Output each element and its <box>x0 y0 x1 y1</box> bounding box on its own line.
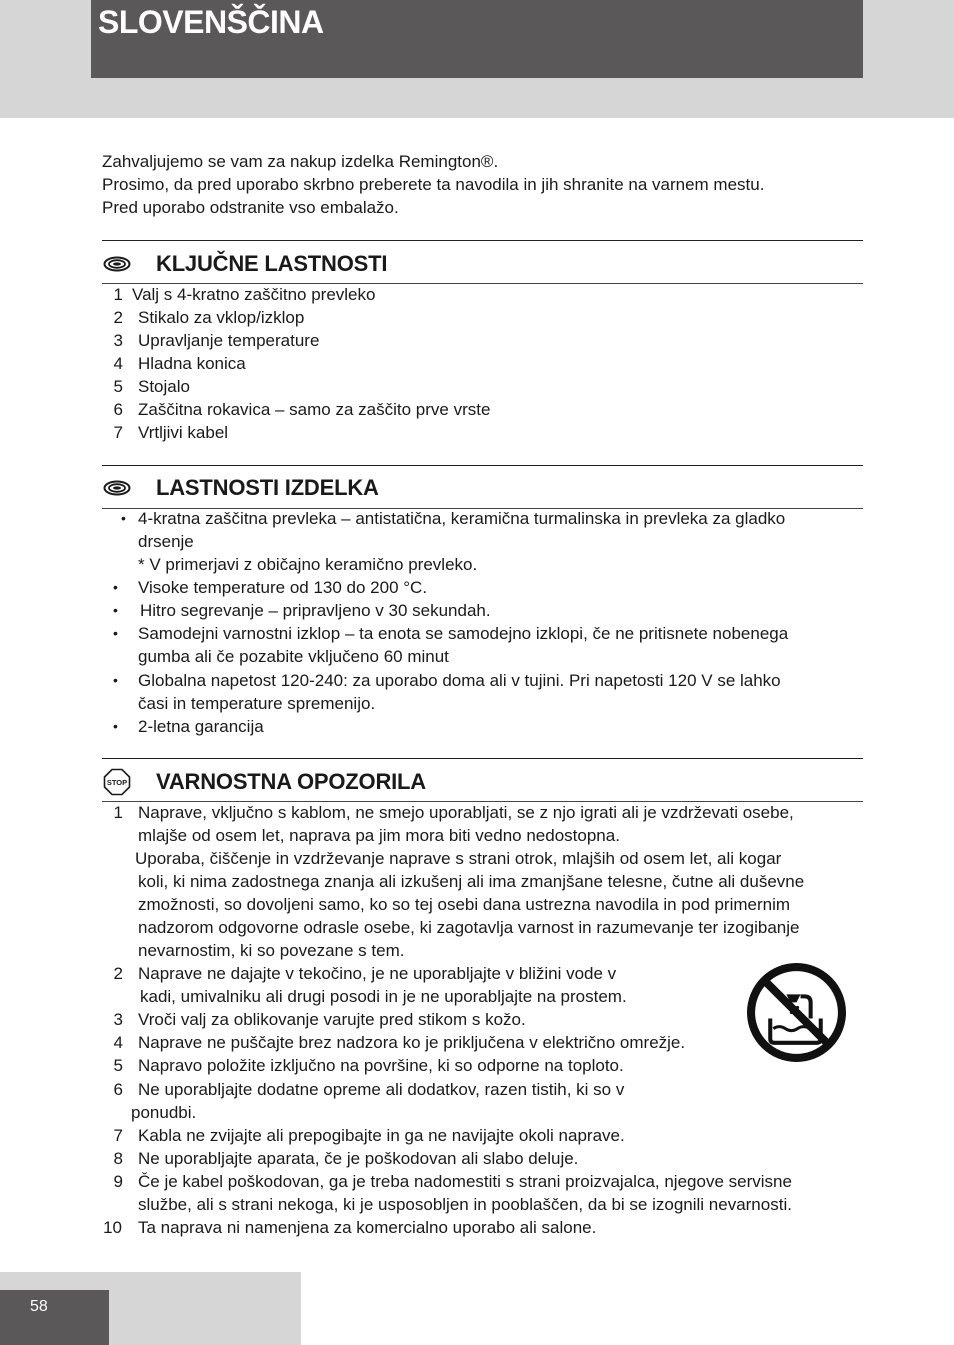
section-title: LASTNOSTI IZDELKA <box>156 475 379 500</box>
list-number: 3 <box>113 331 123 350</box>
bullet: • <box>121 510 126 526</box>
list-item: 2-letna garancija <box>138 717 264 736</box>
bullet: • <box>113 625 118 641</box>
eye-symbol-icon <box>102 475 132 501</box>
list-item-continued: službe, ali s strani nekoga, ki je usposobljen in pooblaščen, da bi se izognili nevarnosti. <box>138 1195 792 1214</box>
list-item: Kabla ne zvijajte ali prepogibajte in ga ne navijajte okoli naprave. <box>138 1126 625 1145</box>
list-item: Valj s 4-kratno zaščitno prevleko <box>132 285 376 304</box>
stop-sign-label: STOP <box>106 778 128 787</box>
section-rule <box>102 240 863 241</box>
list-number: 9 <box>113 1172 123 1191</box>
bullet: • <box>113 602 118 618</box>
section-heading-key-features <box>102 251 387 277</box>
list-item: Visoke temperature od 130 do 200 °C. <box>138 578 428 597</box>
intro-text <box>102 150 764 219</box>
list-item: Upravljanje temperature <box>138 331 320 350</box>
section-heading-safety <box>102 769 426 795</box>
page-title: SLOVENŠČINA <box>98 4 324 40</box>
list-number: 1 <box>113 285 123 304</box>
list-number: 4 <box>113 1033 123 1052</box>
section-rule <box>102 465 863 466</box>
list-item-note: * V primerjavi z običajno keramično prevleko. <box>138 555 478 574</box>
list-item: Vroči valj za oblikovanje varujte pred stikom s kožo. <box>138 1010 526 1029</box>
list-item: Stojalo <box>138 377 190 396</box>
list-item: Naprave, vključno s kablom, ne smejo uporabljati, se z njo igrati ali je vzdrževati osebe, <box>138 803 794 822</box>
list-item: Samodejni varnostni izklop – ta enota se samodejno izklopi, če ne pritisnete nobenega <box>138 624 789 643</box>
list-number: 8 <box>113 1149 123 1168</box>
list-item-continued: koli, ki nima zadostnega znanja ali izkušenj ali ima zmanjšane telesne, čutne ali duševne <box>138 872 805 891</box>
bullet: • <box>113 579 118 595</box>
list-number: 5 <box>113 377 123 396</box>
section-title: KLJUČNE LASTNOSTI <box>156 251 388 276</box>
list-number: 6 <box>113 1080 123 1099</box>
list-item-continued: zmožnosti, so dovoljeni samo, ko so tej osebi dana ustrezna navodila in pod primernim <box>138 895 791 914</box>
list-item: Hladna konica <box>138 354 246 373</box>
intro-line: Prosimo, da pred uporabo skrbno preberete ta navodila in jih shranite na varnem mestu. <box>102 175 765 194</box>
list-number: 5 <box>113 1056 123 1075</box>
list-number: 2 <box>113 308 123 327</box>
list-item-continued: mlajše od osem let, naprava pa jim mora biti vedno nedostopna. <box>138 826 620 845</box>
bullet: • <box>113 718 118 734</box>
intro-line: Zahvaljujemo se vam za nakup izdelka Remington®. <box>102 152 499 171</box>
list-item: Zaščitna rokavica – samo za zaščito prve vrste <box>138 400 491 419</box>
list-number: 10 <box>103 1218 122 1237</box>
list-item: Naprave ne dajajte v tekočino, je ne uporabljajte v bližini vode v <box>138 964 617 983</box>
list-number: 7 <box>113 423 123 442</box>
list-item-continued: nevarnostim, ki so povezane s tem. <box>138 941 405 960</box>
bullet: • <box>113 672 118 688</box>
list-number: 6 <box>113 400 123 419</box>
no-water-near-bath-icon <box>746 962 847 1063</box>
list-item: Vrtljivi kabel <box>138 423 229 442</box>
list-item-continued: Uporaba, čiščenje in vzdrževanje naprave s strani otrok, mlajših od osem let, ali kogar <box>135 849 782 868</box>
list-item: Ne uporabljajte aparata, če je poškodovan ali slabo deluje. <box>138 1149 579 1168</box>
list-item: Hitro segrevanje – pripravljeno v 30 sekundah. <box>140 601 491 620</box>
list-item: 4-kratna zaščitna prevleka – antistatična, keramična turmalinska in prevleka za gladko <box>138 509 786 528</box>
list-item-continued: gumba ali če pozabite vključeno 60 minut <box>138 647 449 666</box>
section-title: VARNOSTNA OPOZORILA <box>156 769 426 794</box>
list-number: 7 <box>113 1126 123 1145</box>
eye-symbol-icon <box>102 251 132 277</box>
list-item-continued: nadzorom odgovorne odrasle osebe, ki zagotavlja varnost in razumevanje ter izogibanje <box>138 918 800 937</box>
page-number-box <box>0 1290 109 1345</box>
list-item: Naprave ne puščajte brez nadzora ko je priključena v električno omrežje. <box>138 1033 686 1052</box>
list-item-continued: časi in temperature spremenijo. <box>138 694 376 713</box>
list-item: Ta naprava ni namenjena za komercialno uporabo ali salone. <box>138 1218 597 1237</box>
list-number: 4 <box>113 354 123 373</box>
list-item-continued: kadi, umivalniku ali drugi posodi in je ne uporabljajte na prostem. <box>140 987 627 1006</box>
list-item: Globalna napetost 120-240: za uporabo doma ali v tujini. Pri napetosti 120 V se lahko <box>138 671 781 690</box>
list-item-continued: ponudbi. <box>131 1103 197 1122</box>
section-heading-product-features <box>102 475 379 501</box>
list-number: 1 <box>113 803 123 822</box>
list-item: Če je kabel poškodovan, ga je treba nadomestiti s strani proizvajalca, njegove servisne <box>138 1172 792 1191</box>
list-item: Ne uporabljajte dodatne opreme ali dodatkov, razen tistih, ki so v <box>138 1080 625 1099</box>
stop-sign-icon <box>102 769 132 795</box>
list-number: 3 <box>113 1010 123 1029</box>
title-bar <box>91 0 863 78</box>
intro-line: Pred uporabo odstranite vso embalažo. <box>102 198 399 217</box>
list-item-continued: drsenje <box>138 532 194 551</box>
list-number: 2 <box>113 964 123 983</box>
section-rule <box>102 758 863 759</box>
list-item: Stikalo za vklop/izklop <box>138 308 305 327</box>
page-number: 58 <box>30 1298 48 1315</box>
list-item: Napravo položite izključno na površine, ki so odporne na toploto. <box>138 1056 624 1075</box>
